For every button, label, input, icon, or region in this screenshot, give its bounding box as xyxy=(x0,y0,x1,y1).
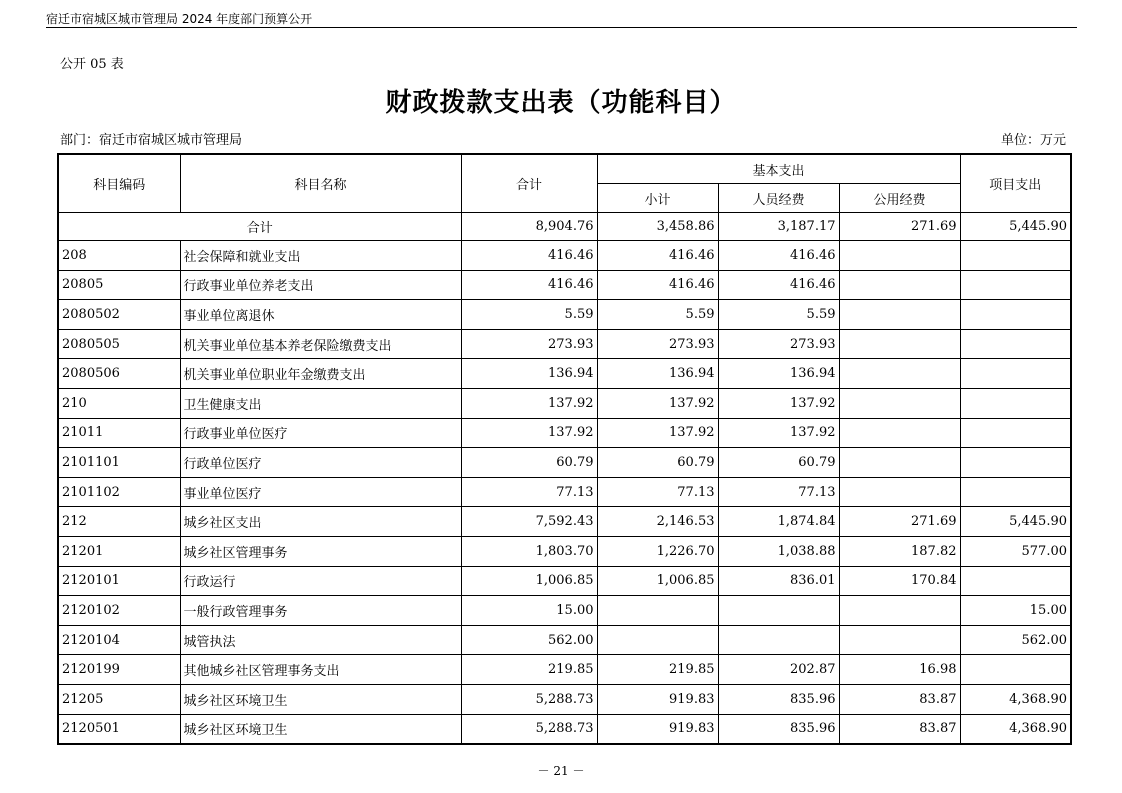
cell-code: 2080505 xyxy=(58,329,180,359)
cell-code: 2120104 xyxy=(58,625,180,655)
cell-public: 16.98 xyxy=(839,655,960,685)
cell-public xyxy=(839,625,960,655)
column-header-name: 科目名称 xyxy=(180,154,461,213)
column-header-personnel: 人员经费 xyxy=(718,184,839,213)
cell-total: 273.93 xyxy=(461,329,597,359)
cell-subtotal: 137.92 xyxy=(597,418,718,448)
cell-code: 21011 xyxy=(58,418,180,448)
cell-name: 城乡社区环境卫生 xyxy=(180,684,461,714)
cell-code: 2120102 xyxy=(58,596,180,626)
cell-name: 社会保障和就业支出 xyxy=(180,241,461,271)
cell-public: 271.69 xyxy=(839,507,960,537)
cell-public xyxy=(839,448,960,478)
cell-project xyxy=(960,270,1071,300)
cell-project xyxy=(960,655,1071,685)
table-row xyxy=(58,270,1071,300)
table-row xyxy=(58,418,1071,448)
cell-project: 4,368.90 xyxy=(960,684,1071,714)
cell-public xyxy=(839,329,960,359)
table-row xyxy=(58,596,1071,626)
cell-subtotal: 137.92 xyxy=(597,388,718,418)
cell-subtotal: 416.46 xyxy=(597,270,718,300)
cell-project xyxy=(960,300,1071,330)
cell-personnel: 136.94 xyxy=(718,359,839,389)
cell-subtotal xyxy=(597,596,718,626)
cell-code: 2080506 xyxy=(58,359,180,389)
table-row xyxy=(58,300,1071,330)
cell-name: 行政事业单位养老支出 xyxy=(180,270,461,300)
cell-code: 2080502 xyxy=(58,300,180,330)
cell-subtotal: 1,006.85 xyxy=(597,566,718,596)
cell-total: 562.00 xyxy=(461,625,597,655)
cell-project xyxy=(960,448,1071,478)
cell-personnel: 836.01 xyxy=(718,566,839,596)
cell-total: 1,803.70 xyxy=(461,536,597,566)
cell-personnel: 202.87 xyxy=(718,655,839,685)
table-row xyxy=(58,329,1071,359)
cell-name: 机关事业单位职业年金缴费支出 xyxy=(180,359,461,389)
cell-project xyxy=(960,388,1071,418)
total-project-cell: 5,445.90 xyxy=(960,213,1071,241)
cell-name: 机关事业单位基本养老保险缴费支出 xyxy=(180,329,461,359)
cell-code: 21205 xyxy=(58,684,180,714)
cell-name: 行政单位医疗 xyxy=(180,448,461,478)
cell-public xyxy=(839,477,960,507)
cell-subtotal: 77.13 xyxy=(597,477,718,507)
cell-project xyxy=(960,329,1071,359)
cell-total: 137.92 xyxy=(461,388,597,418)
column-header-code: 科目编码 xyxy=(58,154,180,213)
cell-subtotal: 1,226.70 xyxy=(597,536,718,566)
total-public-cell: 271.69 xyxy=(839,213,960,241)
cell-project xyxy=(960,418,1071,448)
cell-total: 60.79 xyxy=(461,448,597,478)
column-header-project: 项目支出 xyxy=(960,154,1071,213)
cell-name: 卫生健康支出 xyxy=(180,388,461,418)
cell-code: 2120101 xyxy=(58,566,180,596)
cell-name: 行政运行 xyxy=(180,566,461,596)
cell-project: 15.00 xyxy=(960,596,1071,626)
cell-personnel: 60.79 xyxy=(718,448,839,478)
cell-code: 20805 xyxy=(58,270,180,300)
cell-subtotal: 919.83 xyxy=(597,684,718,714)
cell-name: 城乡社区环境卫生 xyxy=(180,714,461,744)
cell-public xyxy=(839,388,960,418)
cell-code: 2120199 xyxy=(58,655,180,685)
total-label: 合计 xyxy=(58,213,461,241)
cell-project xyxy=(960,477,1071,507)
cell-project: 5,445.90 xyxy=(960,507,1071,537)
column-header-subtotal: 小计 xyxy=(597,184,718,213)
cell-personnel xyxy=(718,596,839,626)
column-header-public: 公用经费 xyxy=(839,184,960,213)
cell-code: 208 xyxy=(58,241,180,271)
header-rule xyxy=(46,27,1077,28)
cell-project xyxy=(960,359,1071,389)
cell-public xyxy=(839,241,960,271)
cell-project: 577.00 xyxy=(960,536,1071,566)
cell-subtotal: 136.94 xyxy=(597,359,718,389)
table-row xyxy=(58,359,1071,389)
cell-name: 一般行政管理事务 xyxy=(180,596,461,626)
cell-project xyxy=(960,566,1071,596)
cell-personnel: 835.96 xyxy=(718,684,839,714)
cell-personnel: 137.92 xyxy=(718,418,839,448)
cell-total: 219.85 xyxy=(461,655,597,685)
cell-project: 4,368.90 xyxy=(960,714,1071,744)
table-row xyxy=(58,536,1071,566)
column-header-basic: 基本支出 xyxy=(597,154,960,184)
cell-project xyxy=(960,241,1071,271)
page-title: 财政拨款支出表（功能科目） xyxy=(385,88,737,118)
cell-total: 1,006.85 xyxy=(461,566,597,596)
table-row xyxy=(58,655,1071,685)
cell-code: 2120501 xyxy=(58,714,180,744)
cell-subtotal: 219.85 xyxy=(597,655,718,685)
page-number: － 21 － xyxy=(537,764,585,778)
cell-public xyxy=(839,418,960,448)
cell-total: 77.13 xyxy=(461,477,597,507)
cell-total: 5.59 xyxy=(461,300,597,330)
cell-personnel xyxy=(718,625,839,655)
cell-name: 城乡社区管理事务 xyxy=(180,536,461,566)
table-row xyxy=(58,241,1071,271)
cell-subtotal: 2,146.53 xyxy=(597,507,718,537)
cell-code: 2101102 xyxy=(58,477,180,507)
cell-personnel: 416.46 xyxy=(718,270,839,300)
unit-label: 单位：万元 xyxy=(1000,133,1066,148)
cell-personnel: 77.13 xyxy=(718,477,839,507)
cell-personnel: 1,874.84 xyxy=(718,507,839,537)
cell-subtotal: 273.93 xyxy=(597,329,718,359)
table-row xyxy=(58,684,1071,714)
cell-name: 其他城乡社区管理事务支出 xyxy=(180,655,461,685)
table-row xyxy=(58,448,1071,478)
cell-subtotal: 5.59 xyxy=(597,300,718,330)
table-row xyxy=(58,625,1071,655)
table-row xyxy=(58,507,1071,537)
expenditure-table xyxy=(57,153,1072,745)
cell-public: 83.87 xyxy=(839,684,960,714)
cell-total: 5,288.73 xyxy=(461,714,597,744)
department-label: 部门：宿迁市宿城区城市管理局 xyxy=(60,133,243,148)
cell-code: 2101101 xyxy=(58,448,180,478)
total-row xyxy=(58,213,1071,241)
cell-project: 562.00 xyxy=(960,625,1071,655)
cell-total: 5,288.73 xyxy=(461,684,597,714)
table-row xyxy=(58,388,1071,418)
cell-code: 21201 xyxy=(58,536,180,566)
cell-public xyxy=(839,270,960,300)
cell-public xyxy=(839,359,960,389)
cell-personnel: 416.46 xyxy=(718,241,839,271)
cell-total: 15.00 xyxy=(461,596,597,626)
table-row xyxy=(58,477,1071,507)
cell-subtotal: 60.79 xyxy=(597,448,718,478)
cell-personnel: 137.92 xyxy=(718,388,839,418)
cell-total: 7,592.43 xyxy=(461,507,597,537)
cell-total: 136.94 xyxy=(461,359,597,389)
table-row xyxy=(58,714,1071,744)
cell-personnel: 273.93 xyxy=(718,329,839,359)
cell-name: 行政事业单位医疗 xyxy=(180,418,461,448)
total-cell: 8,904.76 xyxy=(461,213,597,241)
cell-name: 城乡社区支出 xyxy=(180,507,461,537)
document-header: 宿迁市宿城区城市管理局 2024 年度部门预算公开 xyxy=(46,12,313,26)
cell-total: 137.92 xyxy=(461,418,597,448)
total-subtotal-cell: 3,458.86 xyxy=(597,213,718,241)
cell-personnel: 835.96 xyxy=(718,714,839,744)
cell-name: 城管执法 xyxy=(180,625,461,655)
cell-public: 187.82 xyxy=(839,536,960,566)
cell-name: 事业单位医疗 xyxy=(180,477,461,507)
cell-public xyxy=(839,596,960,626)
cell-code: 210 xyxy=(58,388,180,418)
cell-subtotal: 919.83 xyxy=(597,714,718,744)
cell-total: 416.46 xyxy=(461,270,597,300)
cell-code: 212 xyxy=(58,507,180,537)
column-header-total: 合计 xyxy=(461,154,597,213)
cell-total: 416.46 xyxy=(461,241,597,271)
cell-public: 83.87 xyxy=(839,714,960,744)
total-personnel-cell: 3,187.17 xyxy=(718,213,839,241)
cell-public xyxy=(839,300,960,330)
cell-personnel: 5.59 xyxy=(718,300,839,330)
form-number: 公开 05 表 xyxy=(60,57,124,72)
cell-public: 170.84 xyxy=(839,566,960,596)
cell-subtotal: 416.46 xyxy=(597,241,718,271)
cell-subtotal xyxy=(597,625,718,655)
cell-name: 事业单位离退休 xyxy=(180,300,461,330)
cell-personnel: 1,038.88 xyxy=(718,536,839,566)
table-row xyxy=(58,566,1071,596)
